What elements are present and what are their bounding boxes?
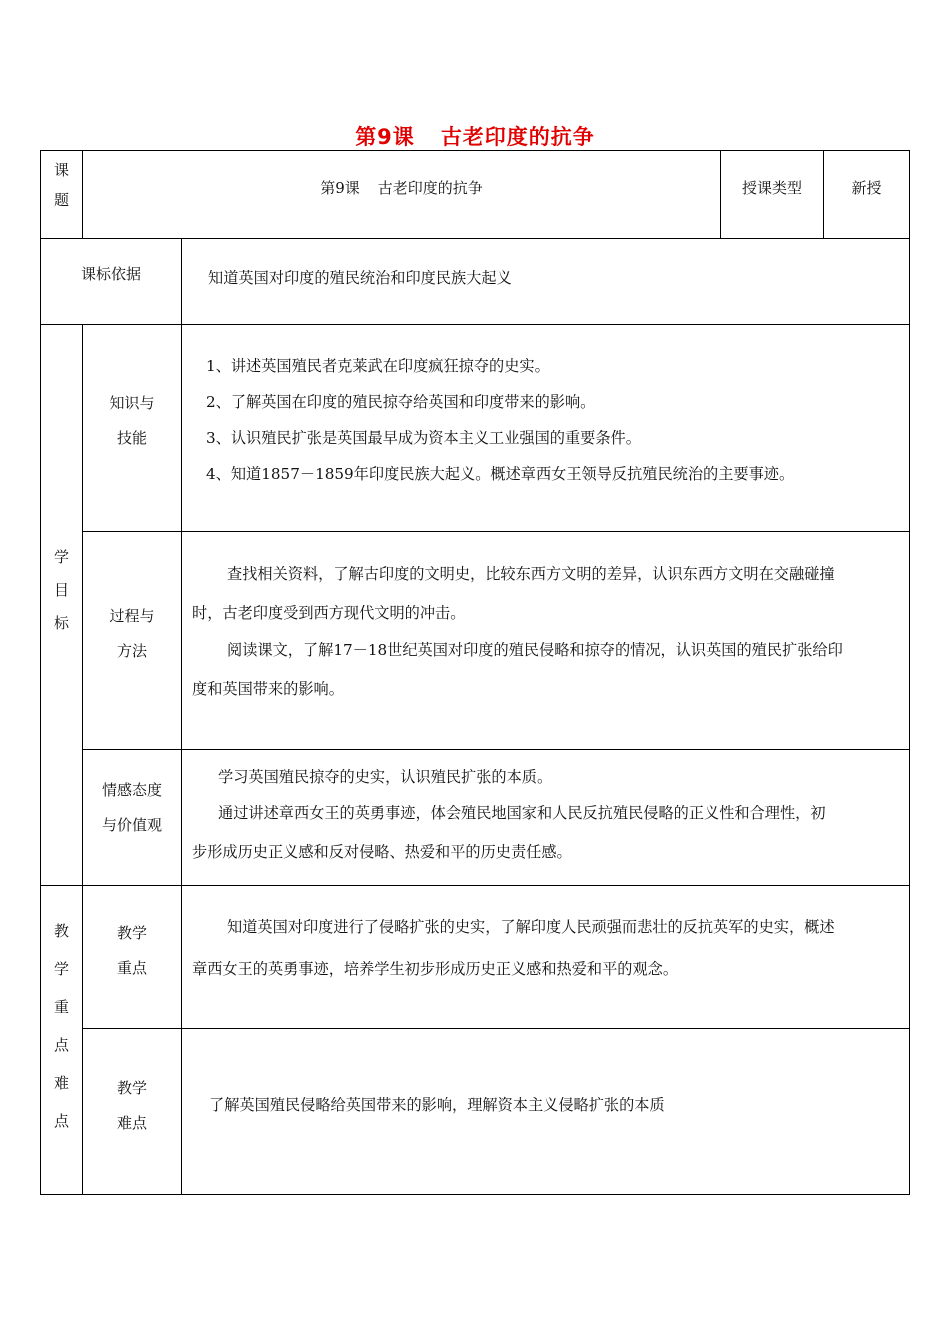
lesson-label: 课 题: [53, 161, 69, 209]
class-type-value: 新授: [851, 179, 882, 197]
process-line: 阅读课文，了解17－18世纪英国对印度的殖民侵略和掠夺的情况，认识英国的殖民扩张给印: [227, 641, 843, 659]
emotion-line: 通过讲述章西女王的英勇事迹，体会殖民地国家和人民反抗殖民侵略的正义性和合理性，初: [218, 804, 826, 822]
process-line: 时，古老印度受到西方现代文明的冲击。: [192, 604, 466, 622]
focus-line: 章西女王的英勇事迹，培养学生初步形成历史正义感和热爱和平的观念。: [192, 960, 678, 978]
process-line: 查找相关资料，了解古印度的文明史，比较东西方文明的差异，认识东西方文明在交融碰撞: [227, 565, 835, 583]
standard-label: 课标依据: [80, 265, 141, 283]
emotion-line: 学习英国殖民掠夺的史实，认识殖民扩张的本质。: [218, 768, 553, 786]
class-type-label: 授课类型: [741, 179, 802, 197]
focus-line: 知道英国对印度进行了侵略扩张的史实，了解印度人民顽强而悲壮的反抗英军的史实，概述: [227, 918, 835, 936]
knowledge-item: 4、知道1857－1859年印度民族大起义。概述章西女王领导反抗殖民统治的主要事迹。: [206, 465, 795, 483]
emotion-line: 步形成历史正义感和反对侵略、热爱和平的历史责任感。: [192, 843, 572, 861]
difficulty-text: 了解英国殖民侵略给英国带来的影响，理解资本主义侵略扩张的本质: [209, 1096, 665, 1114]
standard-text: 知道英国对印度的殖民统治和印度民族大起义: [208, 269, 512, 287]
process-line: 度和英国带来的影响。: [192, 680, 344, 698]
objectives-label: 学 目 标: [53, 548, 69, 632]
emotion-label: 情感态度 与价值观: [101, 781, 162, 834]
page-title: [0, 121, 950, 151]
knowledge-item: 3、认识殖民扩张是英国最早成为资本主义工业强国的重要条件。: [206, 429, 641, 447]
knowledge-item: 2、了解英国在印度的殖民掠夺给英国和印度带来的影响。: [206, 393, 596, 411]
page-title-lesson: 第9课: [355, 125, 415, 149]
difficulty-label: 教学 难点: [116, 1079, 147, 1132]
lesson-title-cell: 第9课 古老印度的抗争: [320, 179, 483, 197]
key-points-label: 教 学 重 点 难 点: [53, 922, 69, 1130]
focus-label: 教学 重点: [116, 924, 147, 977]
knowledge-label: 知识与 技能: [109, 394, 155, 447]
knowledge-item: 1、讲述英国殖民者克莱武在印度疯狂掠夺的史实。: [206, 357, 550, 375]
process-label: 过程与 方法: [109, 607, 155, 660]
page-title-topic: 古老印度的抗争: [440, 125, 595, 149]
